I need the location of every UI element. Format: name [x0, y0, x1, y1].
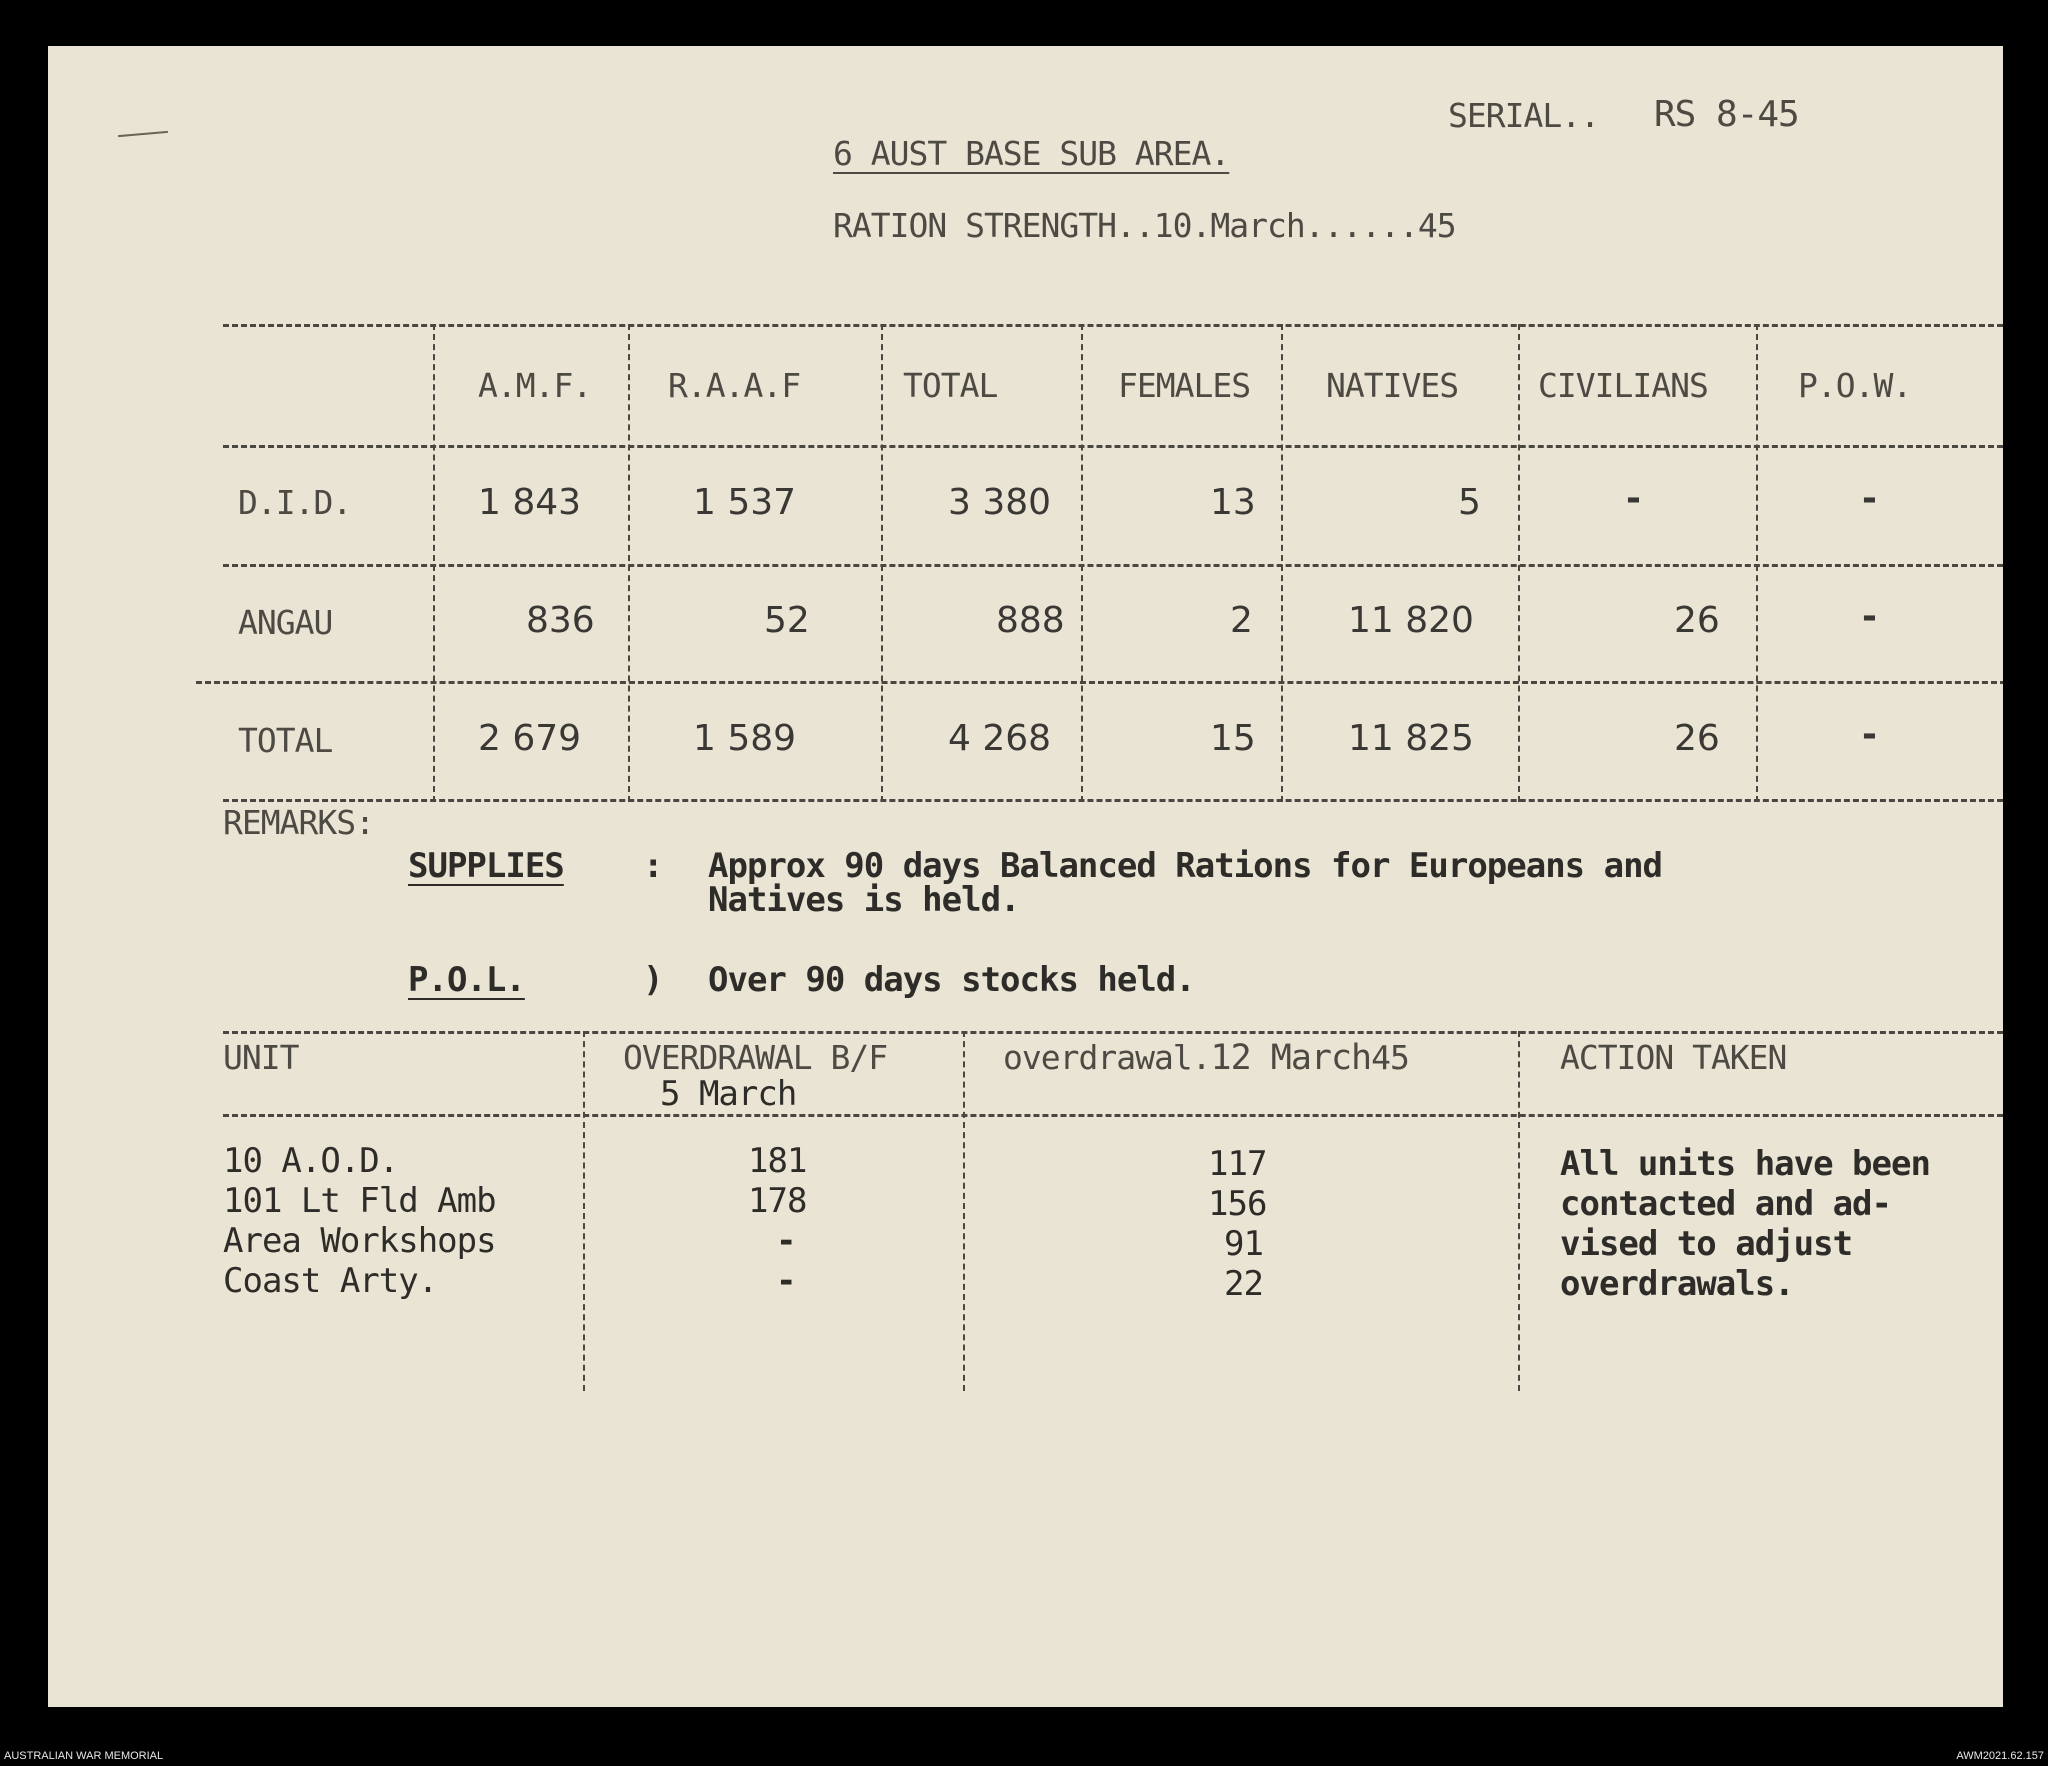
unit-name: 10 A.O.D. [223, 1141, 399, 1181]
column-header: A.M.F. [478, 366, 592, 405]
table-column-divider [1081, 324, 1083, 802]
table-cell: 4 268 [948, 718, 1052, 759]
table-cell: - [1626, 478, 1641, 519]
unit-name: 101 Lt Fld Amb [223, 1181, 496, 1221]
table-column-divider [433, 324, 435, 802]
overdrawal-bf-value: 181 [748, 1141, 807, 1181]
supplies-label: SUPPLIES [408, 846, 564, 886]
column-header: FEMALES [1118, 366, 1251, 405]
table-cell: 2 679 [478, 718, 582, 759]
table-cell: 2 [1230, 600, 1253, 641]
action-text: contacted and ad- [1560, 1184, 1891, 1224]
footer-institution: AUSTRALIAN WAR MEMORIAL [4, 1750, 164, 1762]
pol-text: Over 90 days stocks held. [708, 960, 1195, 1000]
overdrawal-bf-value: - [776, 1221, 796, 1261]
unit-name: Coast Arty. [223, 1261, 438, 1301]
table-rule [223, 1114, 2003, 1117]
table-column-divider [1518, 1031, 1520, 1391]
action-text: overdrawals. [1560, 1264, 1794, 1304]
table-cell: 3 380 [948, 482, 1052, 523]
table-cell: 11 825 [1348, 718, 1474, 759]
serial-label: SERIAL.. [1448, 96, 1599, 135]
table-column-divider [583, 1031, 585, 1391]
column-header: NATIVES [1326, 366, 1459, 405]
table-rule [223, 1031, 2003, 1034]
overdrawal-value: 22 [1224, 1264, 1263, 1304]
table-cell: - [1862, 478, 1877, 519]
table-column-divider [881, 324, 883, 802]
footer-accession-number: AWM2021.62.157 [1956, 1750, 2044, 1762]
document-title: 6 AUST BASE SUB AREA. [833, 134, 1230, 173]
table-rule [223, 564, 2003, 567]
table-column-divider [1756, 324, 1758, 802]
unit-name: Area Workshops [223, 1221, 496, 1261]
table-cell: 52 [764, 600, 810, 641]
column-header-action: ACTION TAKEN [1560, 1038, 1787, 1077]
supplies-text: Approx 90 days Balanced Rations for Europeans and [708, 846, 1663, 886]
table-cell: 13 [1210, 482, 1256, 523]
action-text: vised to adjust [1560, 1224, 1853, 1264]
serial-value: RS 8-45 [1654, 94, 1799, 135]
column-header: CIVILIANS [1538, 366, 1708, 405]
table-cell: 1 843 [478, 482, 582, 523]
table-column-divider [963, 1031, 965, 1391]
overdrawal-bf-value: - [776, 1261, 796, 1301]
pol-label: P.O.L. [408, 960, 525, 1000]
table-cell: - [1862, 596, 1877, 637]
document-page [48, 46, 2003, 1707]
table-cell: 1 537 [693, 482, 797, 523]
ration-strength-line: RATION STRENGTH..10.March......45 [833, 206, 1456, 245]
table-rule [223, 445, 2003, 448]
pencil-mark [118, 131, 168, 137]
table-cell: 888 [996, 600, 1065, 641]
action-text: All units have been [1560, 1144, 1930, 1184]
row-label: D.I.D. [238, 483, 352, 522]
supplies-separator: : [643, 846, 663, 886]
row-label: ANGAU [238, 603, 333, 642]
table-column-divider [1518, 324, 1520, 802]
column-header: P.O.W. [1798, 366, 1912, 405]
table-cell: - [1862, 714, 1877, 755]
overdrawal-value: 156 [1208, 1184, 1267, 1224]
column-header-overdrawal: overdrawal.12 March45 [1003, 1038, 1409, 1078]
table-cell: 11 820 [1348, 600, 1474, 641]
overdrawal-value: 117 [1208, 1144, 1267, 1184]
overdrawal-bf-value: 178 [748, 1181, 807, 1221]
table-column-divider [1281, 324, 1283, 802]
table-cell: 5 [1458, 482, 1481, 523]
table-cell: 15 [1210, 718, 1256, 759]
row-label: TOTAL [238, 721, 333, 760]
table-cell: 836 [526, 600, 595, 641]
table-cell: 1 589 [693, 718, 797, 759]
table-rule [196, 681, 2003, 684]
column-header-overdrawal-bf-date: 5 March [660, 1074, 797, 1114]
table-cell: 26 [1674, 600, 1720, 641]
overdrawal-value: 91 [1224, 1224, 1263, 1264]
table-cell: 26 [1674, 718, 1720, 759]
table-rule [223, 324, 2003, 327]
column-header: TOTAL [903, 366, 998, 405]
column-header-unit: UNIT [223, 1038, 299, 1077]
table-column-divider [628, 324, 630, 802]
column-header-overdrawal-bf: OVERDRAWAL B/F [623, 1038, 888, 1077]
remarks-label: REMARKS: [223, 803, 374, 842]
supplies-text: Natives is held. [708, 880, 1020, 920]
pol-separator: ) [643, 960, 663, 1000]
table-rule [223, 799, 2003, 802]
column-header: R.A.A.F [668, 366, 801, 405]
